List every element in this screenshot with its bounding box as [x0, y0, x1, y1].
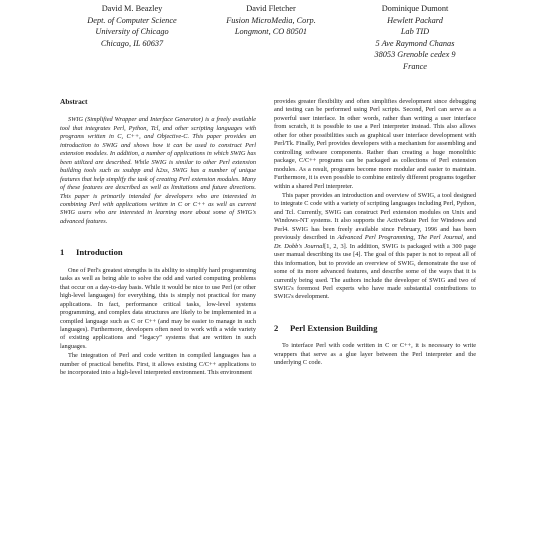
author-affiliation-line: Fusion MicroMedia, Corp. — [226, 15, 316, 25]
paragraph-text: This paper provides an introduction and overview of SWIG, a tool designed to integrate C code with a variety of scripting languages including Perl, Python, and Tcl. Currently, SWIG can construct Perl extension modules on Unix and Windows-NT systems. It also supports the ActiveState Perl for Windows and Perl4. SWIG has been freely available since February, 1996 and has been previously described in — [274, 191, 476, 242]
section-2-paragraph-1: To interface Perl with code written in C or C++, it is necessary to write wrappers that serve as a glue layer between the Perl interpreter and the underlying C code. — [274, 342, 476, 367]
intro-paragraph-4 — [274, 192, 476, 302]
author-affiliation-line: University of Chicago — [95, 27, 169, 37]
author-name: David M. Beazley — [101, 4, 163, 13]
section-title: Introduction — [76, 247, 123, 258]
citation-title: Advanced Perl Programming, The Perl Journal — [337, 234, 463, 242]
author-name: Dominique Dumont — [381, 4, 449, 13]
left-column — [60, 98, 256, 378]
paragraph-text: [1, 2, 3]. In addition, SWIG is packaged with a 300 page user manual describing its use [4]. The goal of this paper is not to repeat all of this information, but to provide an overview of SWIG, demonstrate the use of some of its more advanced features, and describe some of the ways that it is currently being used. The authors include the developer of SWIG and two of SWIG's foremost Perl experts who have made substantial contributions to SWIG's development. — [274, 242, 476, 301]
section-2-heading — [274, 324, 476, 332]
author-dumont — [340, 3, 490, 73]
author-affiliation-line: 38053 Grenoble cedex 9 — [374, 50, 456, 60]
intro-paragraph-3: provides greater flexibility and often simplifies development since debugging and testing can be performed using Perl scripts. Second, Perl can serve as a powerful user interface. In other words, rather than writing a user interface from scratch, it is possible to use a Perl interpreter instead. This also allows other for other possibilities such as graphical user interface development with Perl/Tk. Finally, Perl provides developers with a mechanism for assembling and controlling software components. Rather than creating a huge monolithic package, C/C++ programs can be packaged as collections of Perl extension modules. As a result, programs become more modular and easier to maintain. Furthermore, it is even possible to combine entirely different programs together within a shared Perl interpreter. — [274, 98, 476, 190]
citation-title: Dr. Dobb's Journal — [274, 242, 325, 250]
author-name: David Fletcher — [246, 4, 296, 13]
author-affiliation-line: Longmont, CO 80501 — [234, 27, 308, 37]
section-number: 2 — [274, 322, 279, 333]
intro-paragraph-1: One of Perl's greatest strengths is its ability to simplify hard programming tasks as well as being able to solve the odd and varied computing problems that occur on a day-to-day basis. While it would be nice to use Perl (or other high-level languages) for everything, this is simply not practical for many applications. In fact, performance critical tasks, low-level systems programming, and complex data structures are likely to be implemented in a compiled language such as C or C++ (and may be easier to manage in such languages). Furthermore, developers often need to work with a wide variety of existing applications and “legacy” systems that are written in such languages. — [60, 266, 256, 350]
abstract-text: SWIG (Simplified Wrapper and Interface Generator) is a freely available tool that integrates Perl, Python, Tcl, and other scripting languages with programs written in C, C++, and Objective-C. This paper provides an introduction to SWIG and shows how it can be used to construct Perl extension modules. In addition, a number of applications in which SWIG has been utilized are described. While SWIG is similar to other Perl extension building tools such as xsubpp and h2xs, SWIG has a number of unique features that help simplify the task of creating Perl extension modules. Many of these features are described as well as limitations and future directions. This paper is primarily intended for developers who are interested in combining Perl with applications written in C or C++ as well as current SWIG users who are interested in learning more about some of SWIG's advanced features. — [60, 116, 256, 225]
abstract-heading: Abstract — [60, 97, 88, 106]
right-column — [274, 98, 476, 368]
author-beazley — [58, 3, 206, 49]
section-1-heading — [60, 248, 256, 256]
section-number: 1 — [60, 247, 65, 258]
author-affiliation-line: France — [403, 61, 427, 71]
author-affiliation-line: Hewlett Packard — [387, 15, 443, 25]
author-block — [0, 3, 533, 83]
section-title: Perl Extension Building — [290, 322, 378, 333]
author-fletcher — [196, 3, 346, 38]
author-affiliation-line: Dept. of Computer Science — [87, 15, 177, 25]
intro-paragraph-2: The integration of Perl and code written in compiled languages has a number of practical benefits. First, it allows existing C/C++ applications to be incorporated into a high-level interpreted environment. This environment — [60, 352, 256, 377]
author-affiliation-line: Chicago, IL 60637 — [100, 38, 164, 48]
author-affiliation-line: Lab TID — [400, 27, 430, 37]
author-affiliation-line: 5 Ave Raymond Chanas — [375, 38, 455, 48]
paragraph-text: , and — [462, 234, 476, 242]
